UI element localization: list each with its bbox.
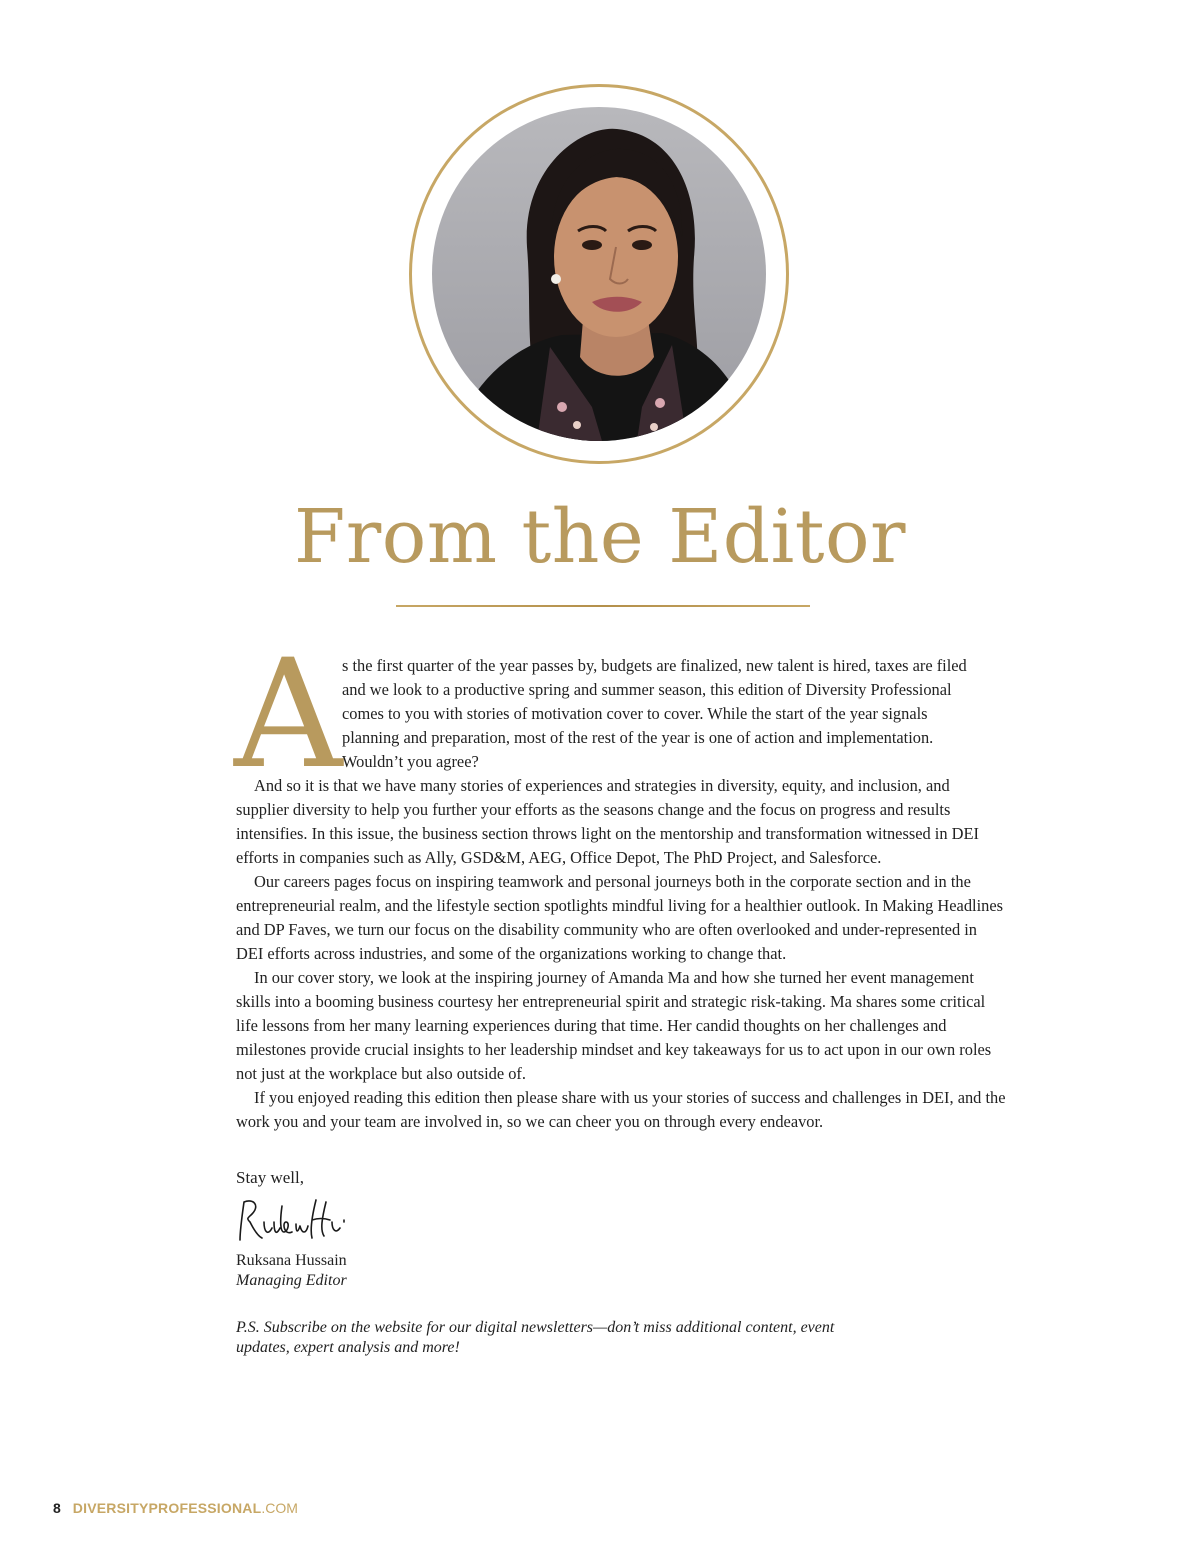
body-paragraph: If you enjoyed reading this edition then please share with us your stories of success and challenges in DEI, and the work you and your team are involved in, so we can cheer you on through every endeavor. [236, 1088, 1006, 1131]
page-title: From the Editor [294, 494, 906, 580]
page-number: 8 [53, 1500, 61, 1516]
title-divider [396, 605, 810, 607]
page-footer [53, 1498, 298, 1518]
body-paragraph: Our careers pages focus on inspiring teamwork and personal journeys both in the corporate section and in the entrepreneurial realm, and the lifestyle section spotlights mindful living for a healthier outlook. In Making Headlines and DP Faves, we turn our focus on the disability community who are often overlooked and under-represented in DEI efforts across industries, and some of the organizations working to change that. [236, 872, 1003, 963]
postscript: P.S. Subscribe on the website for our digital newsletters—don’t miss additional content, event updates, expert analysis and more! [236, 1319, 835, 1356]
intro-paragraph: s the first quarter of the year passes by, budgets are finalized, new talent is hired, taxes are filed and we look to a productive spring and summer season, this edition of Diversity Professional comes to you with stories of motivation cover to cover. While the start of the year signals planning and preparation, most of the rest of the year is one of action and implementation. Wouldn’t you agree? [342, 656, 967, 771]
body-paragraph: And so it is that we have many stories of experiences and strategies in diversity, equity, and inclusion, and supplier diversity to help you further your efforts as the seasons change and the focus on progress and results intensifies. In this issue, the business section throws light on the mentorship and transformation witnessed in DEI efforts in companies such as Ally, GSD&M, AEG, Office Depot, The PhD Project, and Salesforce. [236, 776, 979, 867]
editor-portrait-frame [409, 84, 789, 464]
editor-portrait-photo [432, 107, 766, 441]
editor-role: Managing Editor [236, 1272, 347, 1289]
editor-name: Ruksana Hussain [236, 1252, 347, 1269]
article-body [236, 774, 1006, 1134]
site-name[interactable]: DIVERSITYPROFESSIONAL [72, 1500, 262, 1516]
sign-off: Stay well, [236, 1168, 304, 1187]
body-paragraph: In our cover story, we look at the inspiring journey of Amanda Ma and how she turned her event management skills into a booming business courtesy her entrepreneurial spirit and strategic risk-taking. Ma shares some critical life lessons from her many learning experiences during that time. Her candid thoughts on her challenges and milestones provide crucial insights to her leadership mindset and key takeaways for us to act upon in our own roles not just at the workplace but also outside of. [236, 968, 992, 1083]
site-domain-suffix[interactable]: .COM [261, 1500, 298, 1516]
signature-icon [236, 1192, 356, 1250]
drop-cap: A [234, 628, 343, 802]
